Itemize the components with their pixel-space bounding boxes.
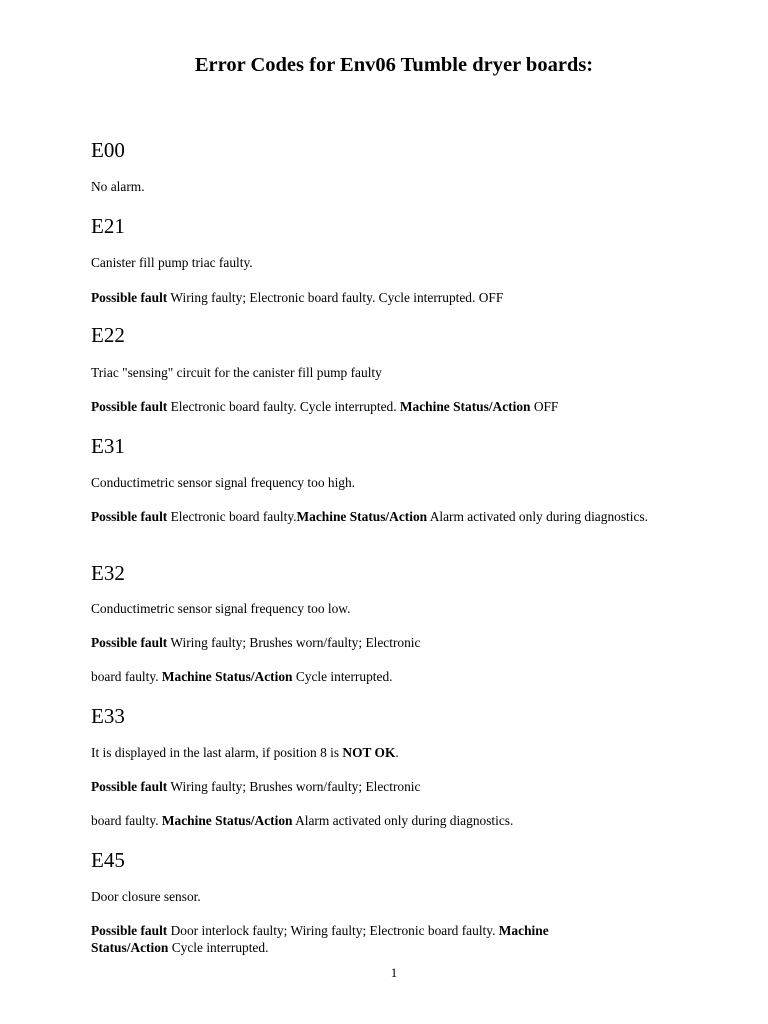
error-code-e45: E45 <box>91 848 125 872</box>
error-e33-fault-continued <box>91 812 691 829</box>
action-text: Alarm activated only during diagnostics. <box>292 813 514 828</box>
error-e21-description: Canister fill pump triac faulty. <box>91 255 253 270</box>
possible-fault-label: Possible fault <box>91 923 168 938</box>
fault-text: Electronic board faulty. <box>167 509 297 524</box>
error-e00-description: No alarm. <box>91 179 145 194</box>
fault-text: Wiring faulty; Electronic board faulty. Cycle interrupted. OFF <box>167 290 504 305</box>
error-code-e33: E33 <box>91 704 125 728</box>
error-e45-description: Door closure sensor. <box>91 889 201 904</box>
description-end: . <box>395 745 399 760</box>
machine-status-label: Machine Status/Action <box>399 399 531 414</box>
possible-fault-label: Possible fault <box>91 779 168 794</box>
action-text: Cycle interrupted. <box>168 940 269 955</box>
error-code-e00: E00 <box>91 138 125 162</box>
page-number: 1 <box>390 965 398 980</box>
error-code-e31: E31 <box>91 434 125 458</box>
machine-status-label: Machine Status/Action <box>161 813 293 828</box>
action-text: Alarm activated only during diagnostics. <box>427 509 648 524</box>
fault-text-continued: board faulty. <box>91 669 162 684</box>
error-e32-fault <box>91 634 691 651</box>
fault-text: Electronic board faulty. Cycle interrupted. <box>167 399 400 414</box>
description-text: It is displayed in the last alarm, if position 8 is <box>91 745 343 760</box>
machine-status-label: Machine Status/Action <box>161 669 293 684</box>
fault-text: Wiring faulty; Brushes worn/faulty; Electronic <box>167 779 421 794</box>
error-code-e22: E22 <box>91 323 125 347</box>
possible-fault-label: Possible fault <box>91 290 168 305</box>
error-e21-fault <box>91 289 691 306</box>
fault-text: Door interlock faulty; Wiring faulty; Electronic board faulty. <box>167 923 499 938</box>
fault-text: Wiring faulty; Brushes worn/faulty; Electronic <box>167 635 421 650</box>
possible-fault-label: Possible fault <box>91 399 168 414</box>
page-title: Error Codes for Env06 Tumble dryer boards: <box>194 54 594 76</box>
possible-fault-label: Possible fault <box>91 635 168 650</box>
error-e31-description: Conductimetric sensor signal frequency too high. <box>91 475 356 490</box>
status-action-label: Status/Action <box>91 940 169 955</box>
error-e32-fault-continued <box>91 668 691 685</box>
error-e32-description: Conductimetric sensor signal frequency too low. <box>91 601 351 616</box>
error-code-e21: E21 <box>91 214 125 238</box>
error-e22-fault <box>91 398 691 415</box>
error-e45-fault <box>91 922 636 956</box>
machine-status-label: Machine Status/Action <box>296 509 428 524</box>
error-e33-description <box>91 744 691 761</box>
error-e33-fault <box>91 778 691 795</box>
action-text: OFF <box>530 399 559 414</box>
fault-text-continued: board faulty. <box>91 813 162 828</box>
possible-fault-label: Possible fault <box>91 509 168 524</box>
not-ok-label: NOT OK <box>342 745 396 760</box>
error-code-e32: E32 <box>91 561 125 585</box>
action-text: Cycle interrupted. <box>292 669 393 684</box>
error-e31-fault <box>91 508 681 525</box>
error-e22-description: Triac "sensing" circuit for the canister fill pump faulty <box>91 365 382 380</box>
machine-label: Machine <box>498 923 549 938</box>
